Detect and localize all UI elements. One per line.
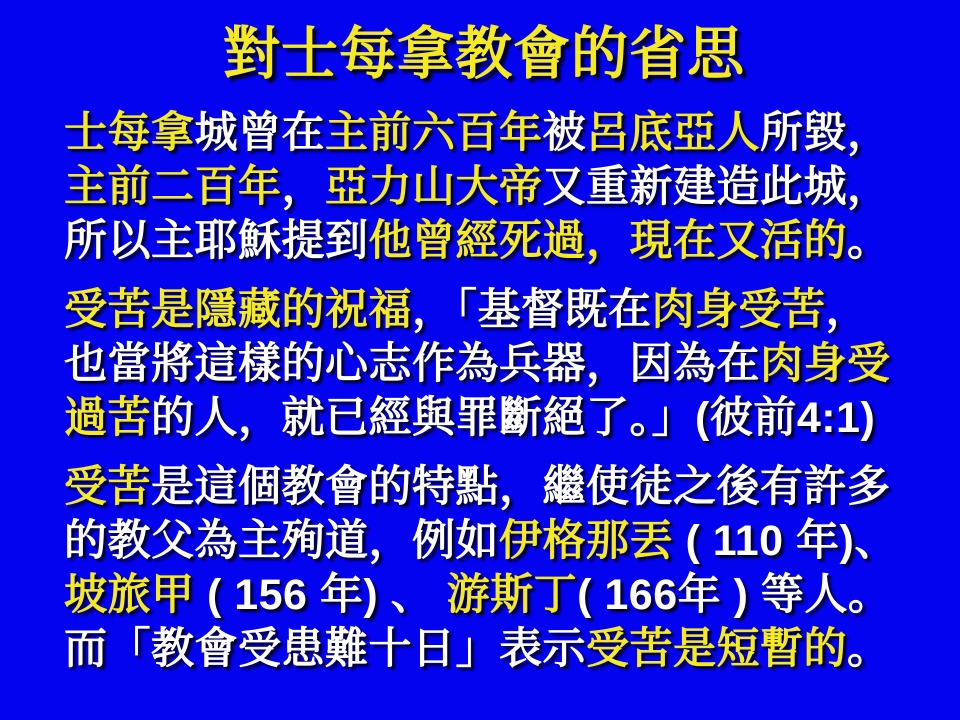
text-segment: 是這個教會的特點，繼使徒之後有許多	[151, 463, 891, 511]
text-segment: 被	[542, 109, 586, 157]
text-line	[64, 283, 904, 337]
text-segment: 肉身受苦	[651, 286, 826, 334]
text-line	[64, 568, 904, 622]
paragraph	[64, 283, 904, 445]
text-segment: 主前二百年	[64, 163, 282, 211]
text-segment: 受苦是隱藏的祝福	[64, 286, 412, 334]
text-segment: 士每拿	[64, 109, 195, 157]
slide-body	[64, 106, 904, 676]
text-segment: 而「教會受患難十日」表示	[64, 625, 586, 673]
text-segment: 他曾經死過，現在又活的	[368, 217, 847, 265]
text-segment: 也當將這樣的心志作為兵器，因為在	[64, 340, 760, 388]
text-segment: 。	[847, 625, 891, 673]
text-segment: 坡旅甲	[64, 571, 195, 619]
text-segment: 游斯丁	[446, 571, 578, 619]
text-segment: 主前六百年	[325, 109, 543, 157]
text-line	[64, 337, 904, 391]
text-segment: 所毀，	[760, 109, 891, 157]
slide-title: 對士每拿教會的省思	[223, 22, 745, 86]
text-segment: 所以主耶穌提到	[64, 217, 369, 265]
text-segment: 受苦	[64, 463, 151, 511]
text-segment: 的教父為主殉道，例如	[64, 517, 499, 565]
text-segment: ，	[825, 286, 869, 334]
text-segment: 又重新建造此城，	[542, 163, 891, 211]
paragraph	[64, 106, 904, 268]
text-segment: 伊格那丟	[499, 517, 673, 565]
text-segment: ( 110 年)、	[673, 517, 898, 565]
text-segment: 。	[847, 217, 891, 265]
text-line	[64, 391, 904, 445]
text-segment: 過苦	[64, 394, 151, 442]
text-segment: ( 166年 ) 等人。	[577, 571, 892, 619]
text-segment: 肉身受	[760, 340, 891, 388]
text-line	[64, 106, 904, 160]
text-line	[64, 622, 904, 676]
text-segment: 城曾在	[194, 109, 325, 157]
text-segment: ，「基督既在	[412, 286, 652, 334]
text-segment: 的人，就已經與罪斷絕了。」(彼前4:1)	[151, 394, 876, 442]
text-line	[64, 514, 904, 568]
text-segment: 受苦是短暫的	[586, 625, 847, 673]
text-segment: 亞力山大帝	[325, 163, 543, 211]
text-segment: 呂底亞人	[586, 109, 760, 157]
text-segment: ( 156 年) 、	[194, 571, 447, 619]
paragraph	[64, 460, 904, 676]
text-line	[64, 214, 904, 268]
text-segment: ，	[281, 163, 325, 211]
text-line	[64, 460, 904, 514]
text-line	[64, 160, 904, 214]
